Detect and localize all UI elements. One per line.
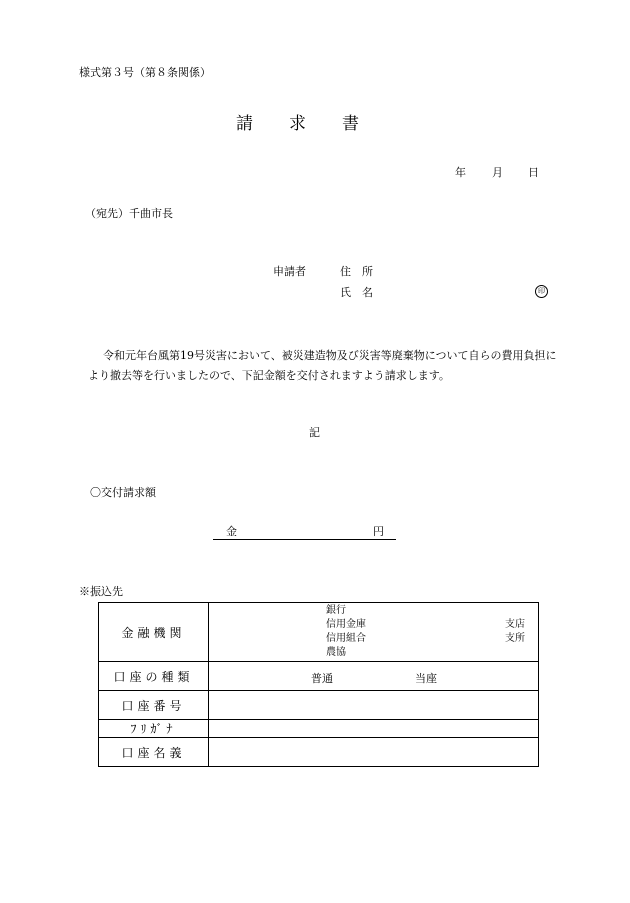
applicant-label: 申請者	[273, 265, 306, 278]
request-statement: 令和元年台風第19号災害において、被災建造物及び災害等廃棄物について自らの費用負担により撤去等を行いましたので、下記金額を交付されますよう請求します。	[88, 349, 557, 382]
account-number-field[interactable]	[209, 691, 539, 720]
seal-mark: 印	[535, 285, 548, 298]
account-type-option: 普通	[311, 672, 333, 685]
date-day: 日	[528, 166, 539, 179]
account-type-cell[interactable]	[209, 662, 539, 691]
document-title	[236, 116, 359, 133]
amount-yen: 円	[373, 525, 384, 538]
amount-kin: 金	[226, 525, 237, 538]
ki-heading: 記	[309, 426, 320, 439]
bank-account-table	[98, 602, 539, 767]
addressee: （宛先）千曲市長	[85, 207, 173, 220]
name-label: 氏 名	[340, 286, 373, 299]
transfer-heading: ※振込先	[79, 585, 123, 598]
institution-type: 信用組合	[326, 633, 366, 644]
institution-cell[interactable]	[209, 603, 539, 662]
amount-field[interactable]	[213, 526, 396, 540]
account-holder-field[interactable]	[209, 738, 539, 767]
address-label: 住 所	[340, 265, 373, 278]
title-char: 書	[342, 114, 359, 134]
title-char: 請	[236, 114, 253, 134]
account-type-label: 口座の種類	[99, 662, 209, 691]
institution-type: 銀行	[326, 605, 346, 616]
furigana-label: ﾌﾘｶﾞﾅ	[99, 720, 209, 738]
title-char: 求	[289, 114, 306, 134]
branch-type: 支店	[505, 619, 525, 630]
branch-type: 支所	[505, 633, 525, 644]
date-month: 月	[492, 166, 503, 179]
account-number-label: 口座番号	[99, 691, 209, 720]
account-type-option: 当座	[415, 672, 437, 685]
institution-label: 金融機関	[99, 603, 209, 662]
furigana-field[interactable]	[209, 720, 539, 738]
date-year: 年	[455, 166, 466, 179]
account-holder-label: 口座名義	[99, 738, 209, 767]
form-number: 様式第３号（第８条関係）	[79, 66, 211, 79]
institution-type: 農協	[326, 647, 346, 658]
amount-heading: 〇交付請求額	[90, 486, 156, 499]
institution-type: 信用金庫	[326, 619, 366, 630]
